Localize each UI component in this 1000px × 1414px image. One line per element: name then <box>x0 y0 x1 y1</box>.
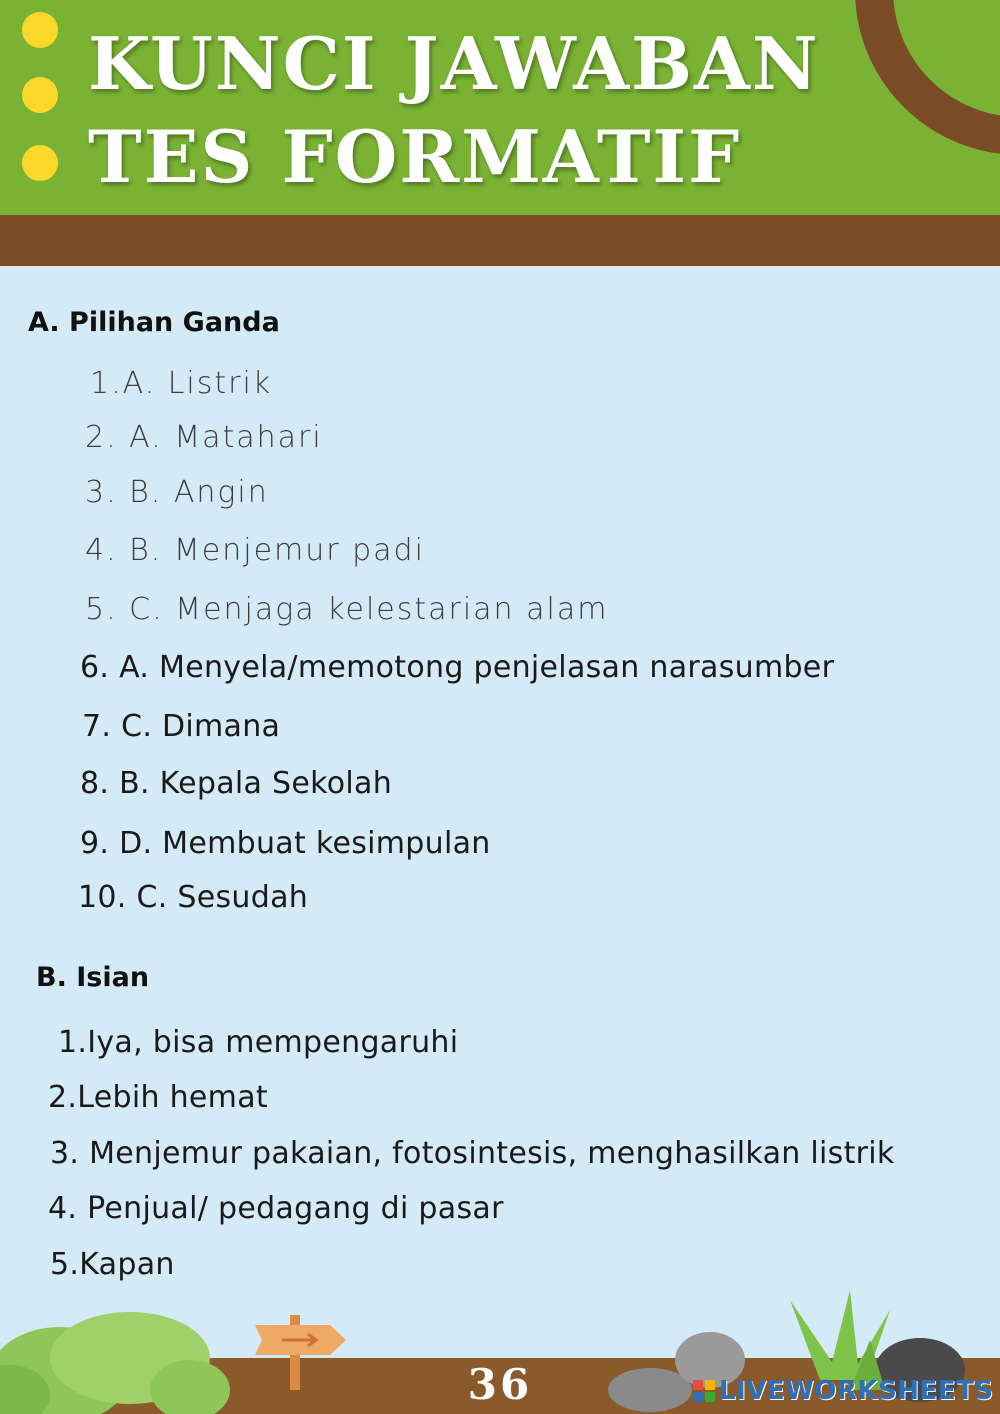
decorative-arc <box>855 0 1000 155</box>
answer-item <box>58 1025 459 1060</box>
answer-item <box>50 1136 895 1171</box>
item-number: 5. <box>85 592 118 627</box>
item-number: 5. <box>50 1247 80 1282</box>
item-number: 8. <box>80 766 110 801</box>
answer-item <box>80 766 393 801</box>
item-text: Kapan <box>79 1247 175 1282</box>
title-line-2: TES FORMATIF <box>88 114 742 199</box>
item-number: 1. <box>58 1025 88 1060</box>
item-text: A. Menyela/memotong penjelasan narasumber <box>109 650 835 685</box>
page-number: 36 <box>467 1360 533 1409</box>
watermark-text: LIVEWORKSHEETS <box>719 1376 994 1406</box>
title-line-1: KUNCI JAWABAN <box>88 21 820 106</box>
item-number: 4. <box>48 1191 78 1226</box>
liveworksheets-logo-icon <box>693 1380 715 1402</box>
answer-item <box>50 1247 175 1282</box>
item-text: C. Sesudah <box>126 880 309 915</box>
item-number: 3. <box>85 475 118 510</box>
item-text: C. Dimana <box>111 709 281 744</box>
item-number: 9. <box>80 826 110 861</box>
item-number: 1. <box>90 366 123 401</box>
yellow-dot <box>22 12 58 48</box>
item-number: 2. <box>85 420 118 455</box>
section-a-heading: A. Pilihan Ganda <box>28 307 280 338</box>
item-number: 6. <box>80 650 110 685</box>
answer-item <box>82 709 281 744</box>
answer-item <box>80 826 491 861</box>
item-number: 2. <box>48 1080 78 1115</box>
item-text: D. Membuat kesimpulan <box>109 826 491 861</box>
item-text: B. Angin <box>117 475 269 510</box>
yellow-dot <box>22 77 58 113</box>
item-text: Lebih hemat <box>77 1080 268 1115</box>
header-banner <box>0 0 1000 215</box>
answer-item <box>48 1191 504 1226</box>
answer-item <box>80 650 835 685</box>
answer-item <box>78 880 309 915</box>
item-number: 3. <box>50 1136 80 1171</box>
item-text: C. Menjaga kelestarian alam <box>117 592 609 627</box>
item-text: B. Kepala Sekolah <box>109 766 393 801</box>
yellow-dot <box>22 145 58 181</box>
answer-item <box>48 1080 268 1115</box>
item-text: B. Menjemur padi <box>117 533 425 568</box>
answer-item <box>85 420 323 455</box>
item-number: 4. <box>85 533 118 568</box>
section-b-heading: B. Isian <box>36 962 150 993</box>
answer-item <box>85 475 269 510</box>
item-text: Iya, bisa mempengaruhi <box>87 1025 459 1060</box>
item-text: Penjual/ pedagang di pasar <box>77 1191 504 1226</box>
answer-item <box>85 533 425 568</box>
liveworksheets-watermark <box>693 1374 994 1408</box>
item-text: A. Listrik <box>122 366 273 401</box>
item-number: 7. <box>82 709 112 744</box>
item-number: 10. <box>78 880 127 915</box>
item-text: A. Matahari <box>117 420 323 455</box>
answer-item <box>90 366 273 401</box>
item-text: Menjemur pakaian, fotosintesis, menghasilkan listrik <box>79 1136 895 1171</box>
header-brown-band <box>0 215 1000 266</box>
answer-item <box>85 592 609 627</box>
